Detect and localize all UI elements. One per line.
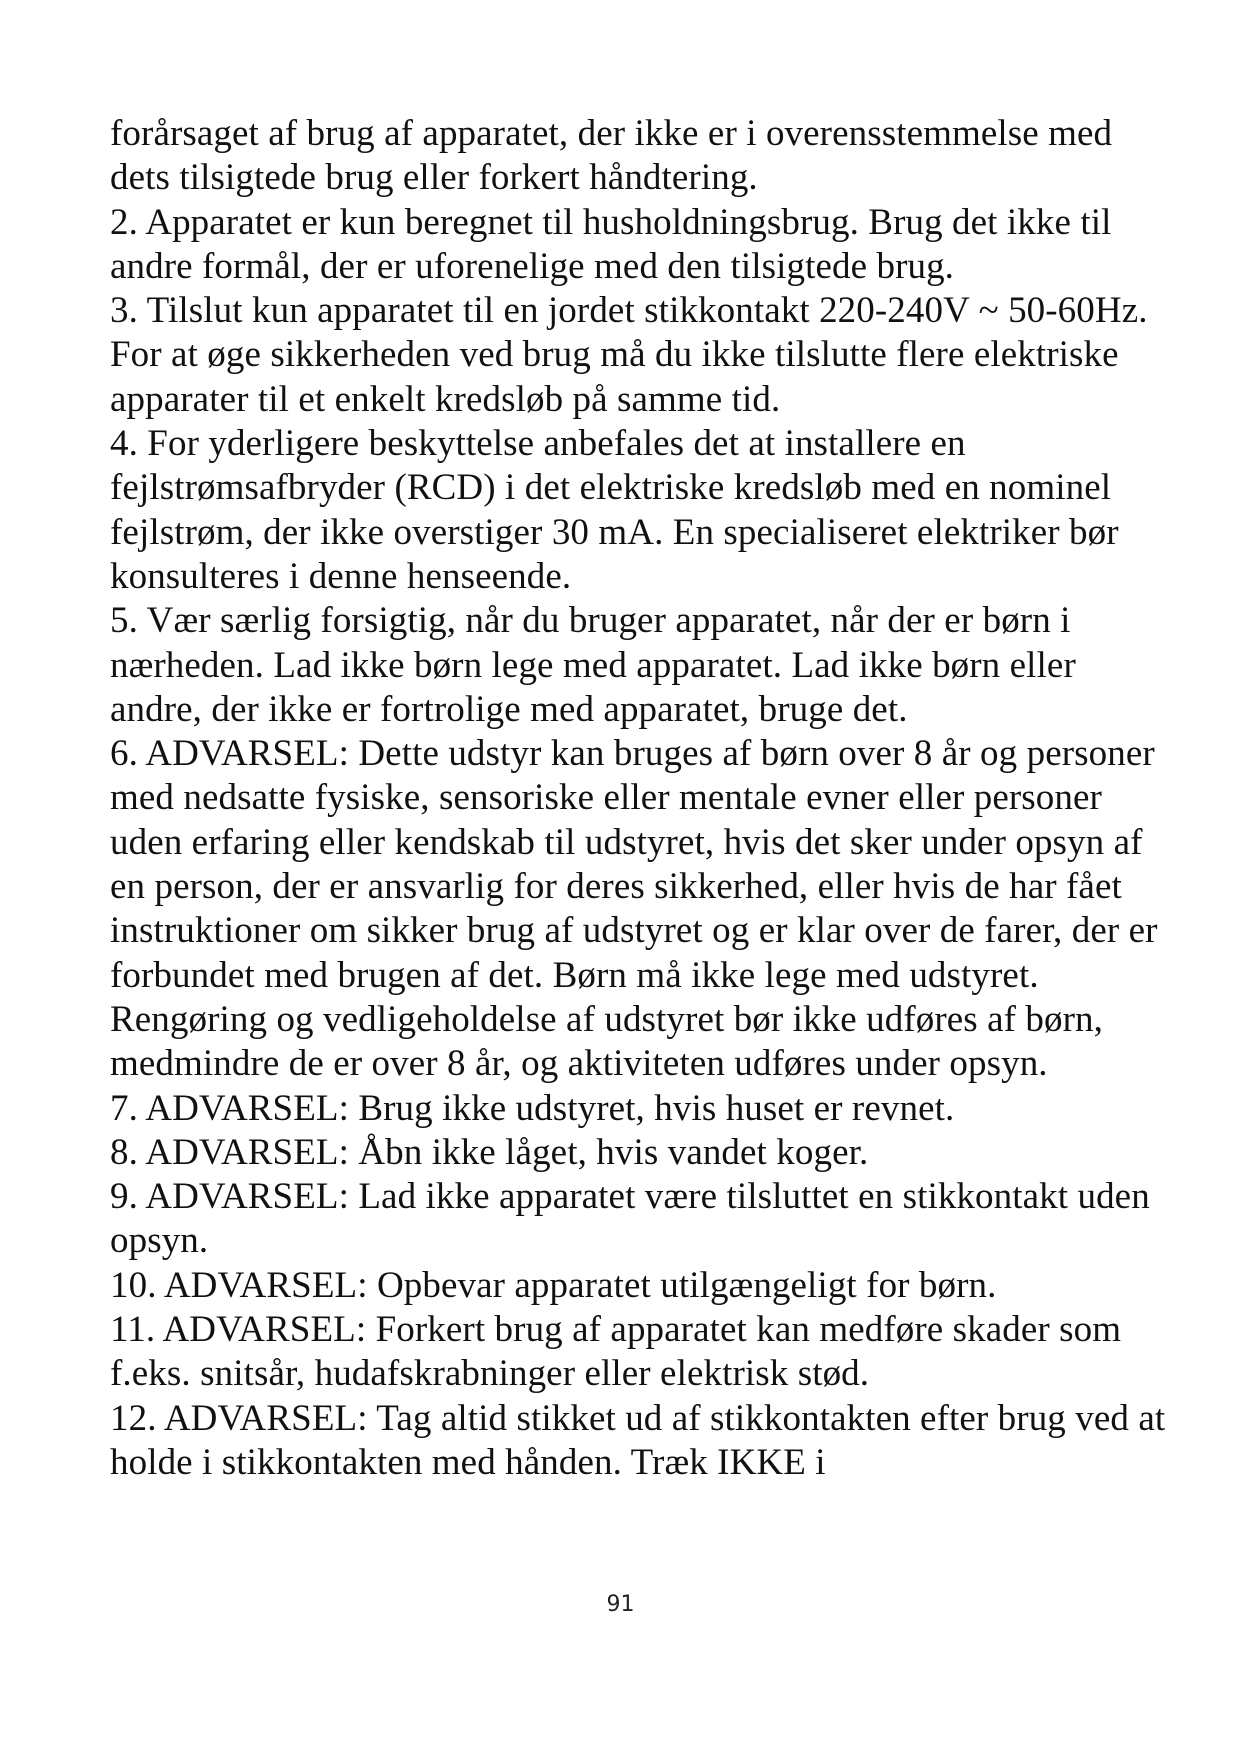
- paragraph-item-6: 6. ADVARSEL: Dette udstyr kan bruges af børn over 8 år og personer med nedsatte fysiske, sensoriske eller mentale evner eller personer uden erfaring eller kendskab til udstyret, hvis det sker under opsyn af en person, der er ansvarlig for deres sikkerhed, eller hvis de har fået instruktioner om sikker brug af udstyret og er klar over de farer, der er forbundet med brugen af det. Børn må ikke lege med udstyret. Rengøring og vedligeholdelse af udstyret bør ikke udføres af børn, medmindre de er over 8 år, og aktiviteten udføres under opsyn.: [110, 733, 1158, 1085]
- paragraph-item-4: 4. For yderligere beskyttelse anbefales det at installere en fejlstrømsafbryder (RCD) i det elektriske kredsløb med en nominel fejlstrøm, der ikke overstiger 30 mA. En specialiseret elektriker bør konsulteres i denne henseende.: [110, 423, 1119, 597]
- paragraph-item-9: 9. ADVARSEL: Lad ikke apparatet være tilsluttet en stikkontakt uden opsyn.: [110, 1176, 1150, 1262]
- paragraph-item-5: 5. Vær særlig forsigtig, når du bruger apparatet, når der er børn i nærheden. Lad ikke børn lege med apparatet. Lad ikke børn eller andre, der ikke er fortrolige med apparatet, bruge det.: [110, 600, 1076, 730]
- paragraph-item-10: 10. ADVARSEL: Opbevar apparatet utilgængeligt for børn.: [110, 1264, 997, 1306]
- paragraph-item-7: 7. ADVARSEL: Brug ikke udstyret, hvis huset er revnet.: [110, 1087, 955, 1129]
- paragraph-item-3-note: For at øge sikkerheden ved brug må du ikke tilslutte flere elektriske apparater til et enkelt kredsløb på samme tid.: [110, 334, 1119, 420]
- paragraph-item-12: 12. ADVARSEL: Tag altid stikket ud af stikkontakten efter brug ved at holde i stikkontakten med hånden. Træk IKKE i: [110, 1397, 1166, 1483]
- page-number: 91: [606, 1592, 635, 1617]
- paragraph-continuation: forårsaget af brug af apparatet, der ikke er i overensstemmelse med dets tilsigtede brug eller forkert håndtering.: [110, 113, 1113, 199]
- paragraph-item-3: 3. Tilslut kun apparatet til en jordet stikkontakt 220-240V ~ 50-60Hz.: [110, 290, 1148, 332]
- paragraph-item-11: 11. ADVARSEL: Forkert brug af apparatet kan medføre skader som f.eks. snitsår, hudafskrabninger eller elektrisk stød.: [110, 1309, 1122, 1395]
- body-text: [110, 112, 1175, 1485]
- paragraph-item-2: 2. Apparatet er kun beregnet til husholdningsbrug. Brug det ikke til andre formål, der er uforenelige med den tilsigtede brug.: [110, 201, 1112, 287]
- paragraph-item-8: 8. ADVARSEL: Åbn ikke låget, hvis vandet koger.: [110, 1131, 869, 1173]
